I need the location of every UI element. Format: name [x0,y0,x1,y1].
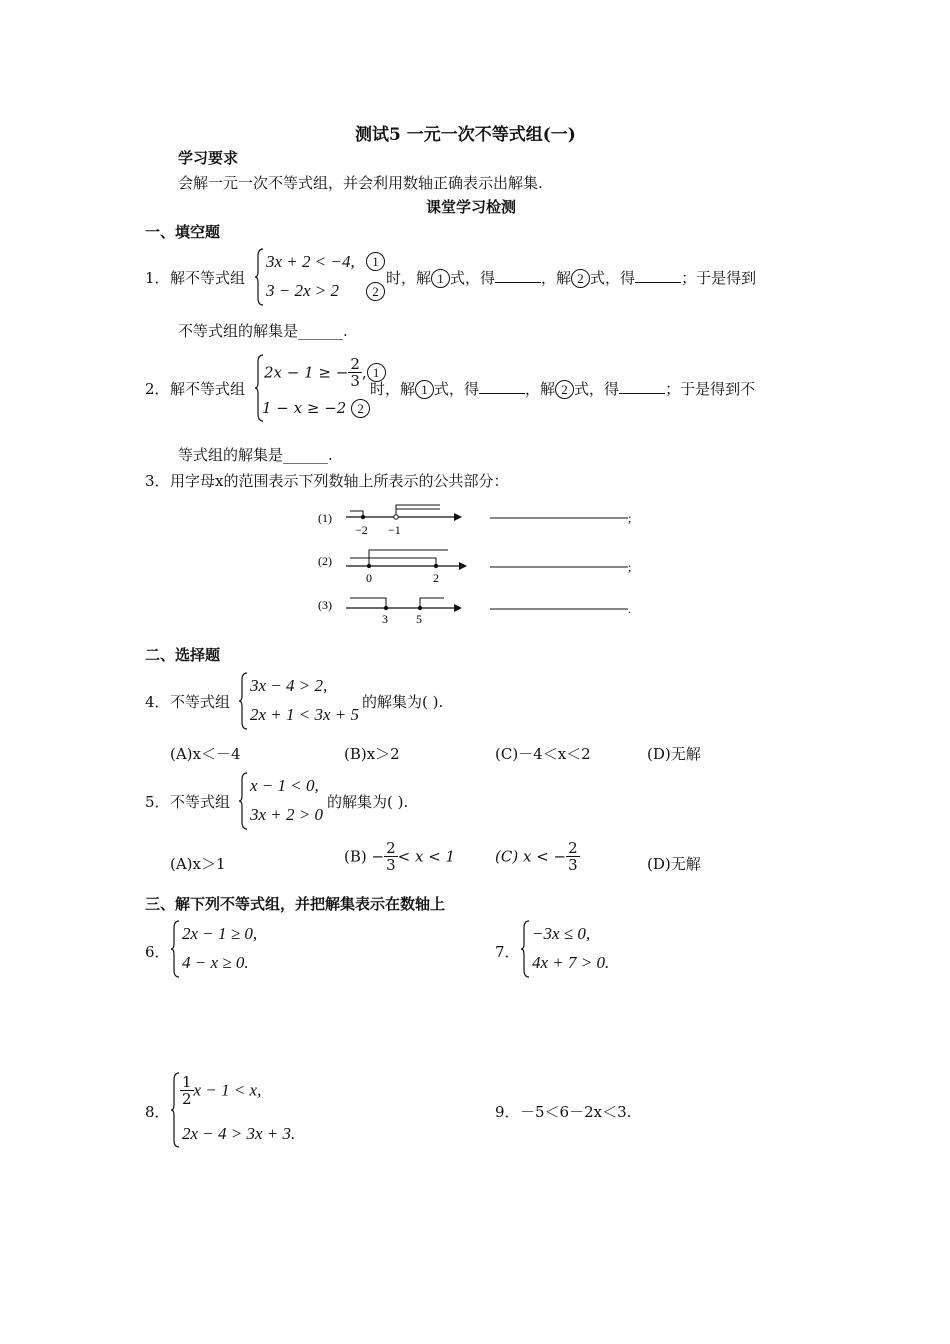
q5-optb-num: 2 [386,839,396,857]
q3-tick-2a: 0 [366,571,372,585]
dot-2b [434,564,438,568]
q5-option-a[interactable]: (A)x＞1 [170,855,226,873]
q5-eq1: x − 1 < 0, [250,776,319,795]
q5-option-b[interactable] [344,840,455,873]
brace-icon [520,920,530,978]
part3-heading: 三、解下列不等式组，并把解集表示在数轴上 [145,895,446,913]
requirement-text: 会解一元一次不等式组，并会利用数轴正确表示出解集. [178,174,543,192]
q2-t3: ，解 [525,380,556,398]
dot-3b [418,606,422,610]
q1-t2: 式，得 [450,269,496,287]
q2-t5: ；于是得到不 [665,380,756,398]
q3-label-1: (1) [318,511,332,525]
arrow-icon [459,562,467,570]
requirement-heading: 学习要求 [178,149,239,167]
q1-system [254,248,394,306]
q4-lead: 不等式组 [170,693,231,711]
q2-frac-den: 3 [350,372,360,390]
q3-tick-3b: 5 [416,612,422,626]
q2-frac-num: 2 [350,355,360,373]
dot-3a [384,606,388,610]
brace-icon [238,772,248,830]
q1-eq1: 3x + 2 < −4, [266,252,355,271]
q4-eq1: 3x − 4 > 2, [250,676,328,695]
arrow-icon [454,513,462,521]
q2-t1: 时，解 [370,380,416,398]
q4-eq2: 2x + 1 < 3x + 5 [250,705,360,724]
q3-number: 3． [145,472,170,490]
q3-end-2: ; [628,560,632,574]
section-heading: 课堂学习检测 [426,198,517,216]
q3-label-2: (2) [318,554,332,568]
number-line-figures [310,498,650,630]
q6-eq1: 2x − 1 ≥ 0, [182,924,258,943]
q1-t5: ；于是得到 [681,269,757,287]
q1-eq2: 3 − 2x > 2 [266,281,339,300]
page-title: 测试5 一元一次不等式组(一) [355,125,576,145]
q2-text [370,378,755,399]
q1-mark2-ref: 2 [571,269,590,288]
q8-frac-num: 1 [182,1073,192,1091]
q2-mark2: 2 [351,399,370,418]
q7-eq2: 4x + 7 > 0. [532,953,610,972]
q7-system [520,920,630,978]
q2-system [254,354,380,422]
q5-optc-frac [566,840,580,873]
q7-eq1: −3x ≤ 0, [532,924,591,943]
q1-mark1: 1 [366,252,385,271]
q5-optb-post: < x < 1 [397,847,456,866]
q3-label-3: (3) [318,598,332,612]
q4-option-a[interactable]: (A)x＜－4 [170,745,241,763]
q5-optb-den: 3 [386,856,396,874]
q2-blank2[interactable] [619,379,665,394]
q4-option-d[interactable]: (D)无解 [647,745,701,763]
dot-2a [367,564,371,568]
q2-frac [348,356,362,389]
q5-optb-frac [384,840,398,873]
q2-number: 2． [145,380,170,398]
part2-heading: 二、选择题 [145,646,221,664]
q3-end-3: . [628,602,631,616]
q8-eq2: 2x − 4 > 3x + 3. [182,1124,296,1143]
q2-mark1: 1 [367,363,386,382]
q2-eq1-part: 2x − 1 ≥ − [264,363,349,382]
q5-optc-den: 3 [568,856,578,874]
q3-end-1: ; [628,511,632,525]
q5-lead: 不等式组 [170,793,231,811]
q8-eq1 [180,1074,261,1107]
q2-eq2: 1 − x ≥ −2 [262,399,347,417]
dot-1b [394,515,398,519]
q3-tick-3a: 3 [382,612,388,626]
q2-eq2-row [262,399,370,418]
brace-icon [170,1072,180,1148]
q5-tail: 的解集为( ). [327,793,409,811]
q6-number: 6． [145,943,170,961]
q3-tick-1a: −2 [355,523,368,537]
q1-number: 1． [145,269,170,287]
q2-line2: 等式组的解集是______. [178,446,333,464]
q9-number: 9． [495,1103,520,1121]
q1-lead: 解不等式组 [170,269,246,287]
q1-blank1[interactable] [495,268,541,283]
q1-t4: 式，得 [590,269,636,287]
q5-option-d[interactable]: (D)无解 [647,855,701,873]
q2-t4: 式，得 [574,380,620,398]
q2-mark1-ref: 1 [415,380,434,399]
q1-text [386,267,756,288]
arrow-icon [454,604,462,612]
q1-blank2[interactable] [635,268,681,283]
q4-number: 4． [145,693,170,711]
q1-t1: 时，解 [386,269,432,287]
q4-system [238,672,368,730]
ray-1b [396,505,440,517]
q1-line2: 不等式组的解集是______. [178,322,348,340]
q4-option-c[interactable]: (C)－4＜x＜2 [495,745,591,763]
q1-t3: ，解 [541,269,572,287]
q3-text: 用字母x的范围表示下列数轴上所表示的公共部分： [170,472,509,490]
q6-system [170,920,280,978]
q6-eq2: 4 − x ≥ 0. [182,953,249,972]
q7-number: 7． [495,943,520,961]
brace-icon [170,920,180,978]
q2-t2: 式，得 [434,380,480,398]
q8-frac-den: 2 [182,1090,192,1108]
q2-blank1[interactable] [479,379,525,394]
q9-text: －5＜6－2x＜3. [520,1103,632,1121]
q2-mark2-ref: 2 [555,380,574,399]
q5-number: 5． [145,793,170,811]
q4-tail: 的解集为( ). [362,693,444,711]
q5-optb-pre: (B) − [344,847,385,866]
q5-eq2: 3x + 2 > 0 [250,805,323,824]
q2-lead: 解不等式组 [170,380,246,398]
q5-option-c[interactable] [495,840,580,873]
q8-system [170,1072,310,1148]
q8-eq1-rest: x − 1 < x, [193,1080,262,1100]
q1-mark2: 2 [366,282,385,301]
brace-icon [254,248,264,306]
ray-2b [350,558,436,566]
q1-mark1-ref: 1 [431,269,450,288]
brace-icon [238,672,248,730]
q5-optc-num: 2 [568,839,578,857]
q2-eq1-comma: , [361,363,367,382]
ray-3a [350,598,386,608]
q8-frac [180,1074,194,1107]
q2-eq1 [264,356,386,389]
dot-1a [361,515,365,519]
q3-tick-2b: 2 [433,571,439,585]
q4-option-b[interactable]: (B)x＞2 [344,745,400,763]
q8-number: 8． [145,1103,170,1121]
q5-optc-pre: (C) x < − [495,847,567,866]
part1-heading: 一、填空题 [145,223,221,241]
q3-tick-1b: −1 [388,523,401,537]
ray-3b [420,598,444,608]
